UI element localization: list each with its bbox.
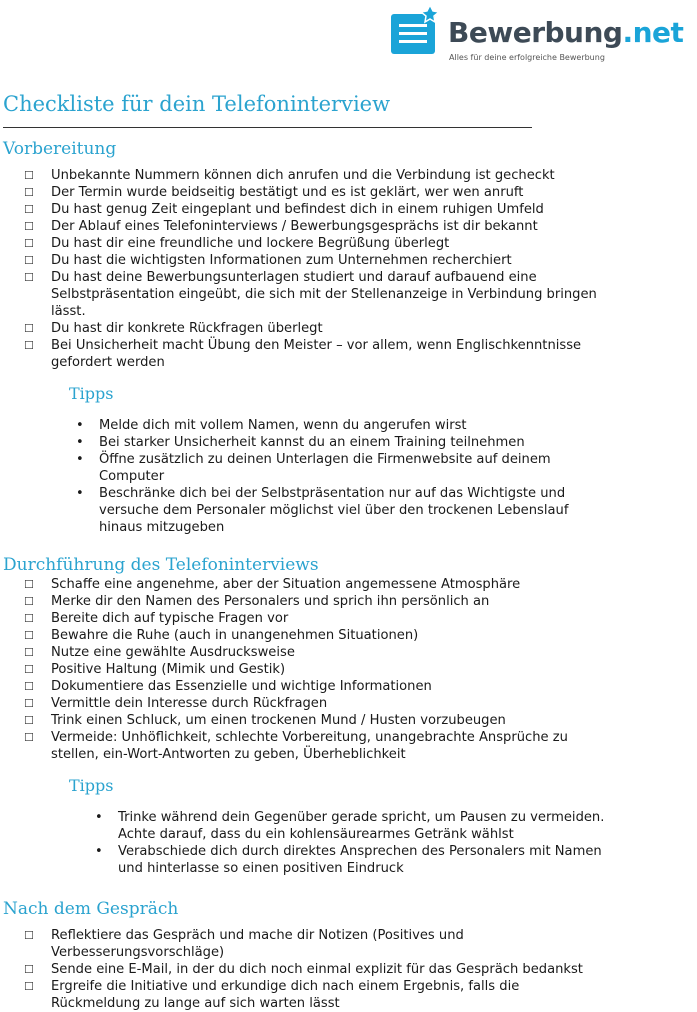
tip-item: [95, 809, 605, 843]
checkbox-icon: ☐: [24, 220, 34, 233]
checklist-item: [24, 627, 568, 644]
item-text-line: Nutze eine gewählte Ausdrucksweise: [51, 645, 295, 660]
tips-list-durchfuehrung: [95, 809, 605, 877]
item-text-line: Bereite dich auf typische Fragen vor: [51, 611, 289, 626]
checkbox-icon: ☐: [24, 237, 34, 250]
brand-wordmark: [448, 18, 683, 48]
item-text-line: Bewahre die Ruhe (auch in unangenehmen Situationen): [51, 628, 419, 643]
title-divider: [3, 127, 532, 128]
item-text-line: Du hast dir konkrete Rückfragen überlegt: [51, 321, 323, 336]
checkbox-icon: ☐: [24, 663, 34, 676]
checklist-item: [24, 167, 597, 184]
checklist-item: [24, 961, 583, 978]
item-text-line: Der Termin wurde beidseitig bestätigt und es ist geklärt, wer wen anruft: [51, 185, 524, 200]
item-text-line: hinaus mitzugeben: [99, 520, 225, 535]
item-text-line: Beschränke dich bei der Selbstpräsentation nur auf das Wichtigste und: [99, 486, 566, 501]
item-text-line: Unbekannte Nummern können dich anrufen und die Verbindung ist gecheckt: [51, 168, 555, 183]
checkbox-icon: ☐: [24, 254, 34, 267]
item-text-line: Sende eine E-Mail, in der du dich noch einmal explizit für das Gespräch bedankst: [51, 962, 583, 977]
checklist-item: [24, 337, 597, 371]
tip-item: [76, 434, 568, 451]
brand-tld: .net: [622, 16, 684, 49]
item-text-line: Schaffe eine angenehme, aber der Situation angemessene Atmosphäre: [51, 577, 521, 592]
item-text-line: Computer: [99, 469, 165, 484]
checkbox-icon: ☐: [24, 963, 34, 976]
checklist-nach-dem-gespraech: [24, 927, 583, 1012]
item-text-line: Verbesserungsvorschläge): [51, 945, 225, 960]
checkbox-icon: ☐: [24, 714, 34, 727]
checkbox-icon: ☐: [24, 612, 34, 625]
item-text-line: Verabschiede dich durch direktes Ansprechen des Personalers mit Namen: [118, 844, 602, 859]
bullet-icon: •: [95, 810, 103, 825]
item-text-line: Du hast die wichtigsten Informationen zum Unternehmen recherchiert: [51, 253, 512, 268]
checklist-item: [24, 235, 597, 252]
checkbox-icon: ☐: [24, 186, 34, 199]
item-text-line: Dokumentiere das Essenzielle und wichtige Informationen: [51, 679, 432, 694]
checkbox-icon: ☐: [24, 271, 34, 284]
checkbox-icon: ☐: [24, 169, 34, 182]
checklist-item: [24, 184, 597, 201]
brand-main: Bewerbung: [448, 16, 623, 49]
checklist-item: [24, 610, 568, 627]
tip-item: [76, 485, 569, 536]
checklist-item: [24, 978, 583, 1012]
item-text-line: gefordert werden: [51, 355, 165, 370]
document-list-icon: [390, 4, 442, 56]
item-text-line: Bei Unsicherheit macht Übung den Meister – vor allem, wenn Englischkenntnisse: [51, 338, 582, 353]
item-text-line: Du hast genug Zeit eingeplant und befindest dich in einem ruhigen Umfeld: [51, 202, 544, 217]
checklist-item: [24, 678, 568, 695]
checklist-item: [24, 320, 597, 337]
tips-heading-durchfuehrung: Tipps: [69, 776, 114, 795]
checklist-item: [24, 729, 568, 763]
checkbox-icon: ☐: [24, 629, 34, 642]
item-text-line: Selbstpräsentation eingeübt, die sich mit der Stellenanzeige in Verbindung bringen: [51, 287, 597, 302]
item-text-line: Rückmeldung zu lange auf sich warten lässt: [51, 996, 340, 1011]
brand-logo: [390, 4, 690, 66]
tip-item: [76, 417, 568, 434]
item-text-line: Reflektiere das Gespräch und mache dir Notizen (Positives und: [51, 928, 464, 943]
checklist-item: [24, 576, 568, 593]
bullet-icon: •: [95, 844, 103, 859]
item-text-line: Vermittle dein Interesse durch Rückfragen: [51, 696, 328, 711]
item-text-line: Bei starker Unsicherheit kannst du an einem Training teilnehmen: [99, 435, 525, 450]
checkbox-icon: ☐: [24, 339, 34, 352]
item-text-line: Positive Haltung (Mimik und Gestik): [51, 662, 286, 677]
checklist-item: [24, 644, 568, 661]
bullet-icon: •: [76, 452, 84, 467]
item-text-line: Öffne zusätzlich zu deinen Unterlagen die Firmenwebsite auf deinem: [99, 452, 551, 467]
tip-item: [76, 451, 568, 485]
item-text-line: Vermeide: Unhöflichkeit, schlechte Vorbereitung, unangebrachte Ansprüche zu: [51, 730, 568, 745]
checklist-item: [24, 252, 597, 269]
page-title: Checkliste für dein Telefoninterview: [3, 92, 391, 116]
checkbox-icon: ☐: [24, 595, 34, 608]
checklist-vorbereitung: [24, 167, 597, 371]
checkbox-icon: ☐: [24, 680, 34, 693]
tips-heading-vorbereitung: Tipps: [69, 384, 114, 403]
section-heading-vorbereitung: Vorbereitung: [3, 139, 117, 159]
checklist-item: [24, 201, 597, 218]
checklist-item: [24, 712, 568, 729]
item-text-line: Achte darauf, dass du ein kohlensäurearmes Getränk wählst: [118, 827, 514, 842]
bullet-icon: •: [76, 418, 84, 433]
checkbox-icon: ☐: [24, 731, 34, 744]
checklist-item: [24, 927, 583, 961]
checkbox-icon: ☐: [24, 646, 34, 659]
brand-tagline: Alles für deine erfolgreiche Bewerbung: [449, 53, 605, 62]
item-text-line: Ergreife die Initiative und erkundige dich nach einem Ergebnis, falls die: [51, 979, 520, 994]
checklist-durchfuehrung: [24, 576, 568, 763]
tip-item: [95, 843, 604, 877]
checkbox-icon: ☐: [24, 578, 34, 591]
bullet-icon: •: [76, 435, 84, 450]
item-text-line: Trink einen Schluck, um einen trockenen Mund / Husten vorzubeugen: [51, 713, 506, 728]
item-text-line: Melde dich mit vollem Namen, wenn du angerufen wirst: [99, 418, 467, 433]
section-heading-durchfuehrung: Durchführung des Telefoninterviews: [3, 555, 319, 575]
item-text-line: Der Ablauf eines Telefoninterviews / Bewerbungsgesprächs ist dir bekannt: [51, 219, 538, 234]
item-text-line: lässt.: [51, 304, 86, 319]
bullet-icon: •: [76, 486, 84, 501]
checkbox-icon: ☐: [24, 322, 34, 335]
tips-list-vorbereitung: [76, 417, 569, 536]
checkbox-icon: ☐: [24, 697, 34, 710]
checkbox-icon: ☐: [24, 980, 34, 993]
item-text-line: versuche dem Personaler möglichst viel über den trockenen Lebenslauf: [99, 503, 569, 518]
item-text-line: Du hast deine Bewerbungsunterlagen studiert und darauf aufbauend eine: [51, 270, 537, 285]
item-text-line: Du hast dir eine freundliche und lockere Begrüßung überlegt: [51, 236, 450, 251]
checklist-item: [24, 695, 568, 712]
checklist-item: [24, 218, 597, 235]
checklist-item: [24, 661, 568, 678]
checklist-item: [24, 593, 568, 610]
checkbox-icon: ☐: [24, 203, 34, 216]
item-text-line: Trinke während dein Gegenüber gerade spricht, um Pausen zu vermeiden.: [118, 810, 605, 825]
item-text-line: und hinterlasse so einen positiven Eindruck: [118, 861, 404, 876]
item-text-line: Merke dir den Namen des Personalers und sprich ihn persönlich an: [51, 594, 490, 609]
checkbox-icon: ☐: [24, 929, 34, 942]
item-text-line: stellen, ein-Wort-Antworten zu geben, Überheblichkeit: [51, 747, 406, 762]
checklist-item: [24, 269, 597, 320]
section-heading-nach-dem-gespraech: Nach dem Gespräch: [3, 899, 179, 919]
